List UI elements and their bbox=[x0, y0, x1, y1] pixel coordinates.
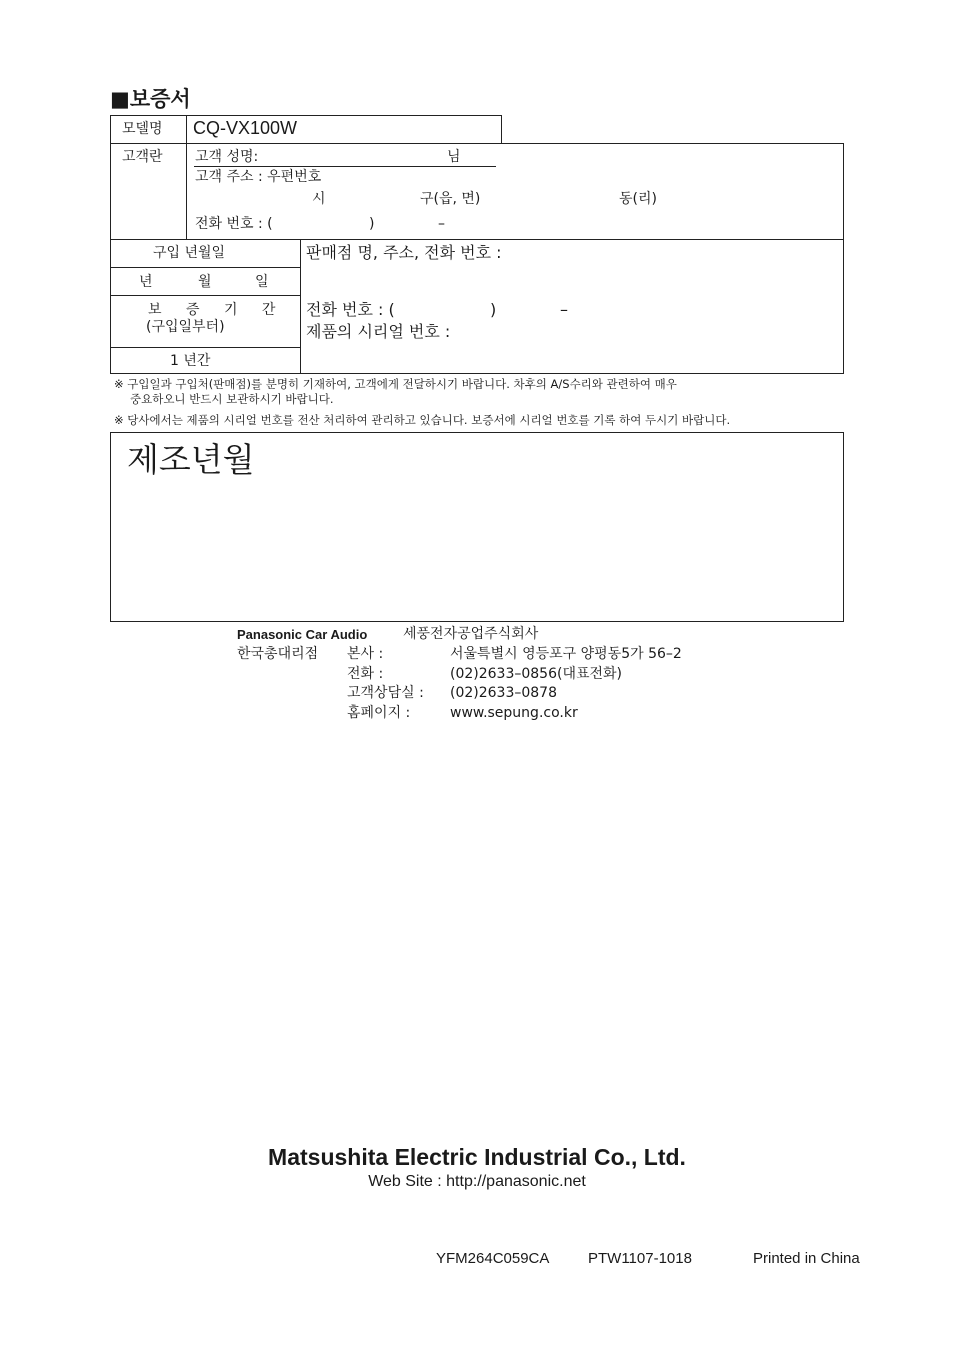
month-label: 월 bbox=[198, 274, 212, 290]
dealer-label: 판매점 명, 주소, 전화 번호 : bbox=[306, 243, 502, 262]
day-label: 일 bbox=[255, 274, 269, 290]
hq-label: 본사 : bbox=[347, 646, 384, 662]
address-dong: 동(리) bbox=[619, 191, 657, 207]
customer-phone-close: ) bbox=[369, 216, 375, 232]
distributor-role: 한국총대리점 bbox=[237, 646, 319, 662]
phone-label: 전화 : bbox=[347, 666, 384, 682]
model-label: 모델명 bbox=[122, 121, 163, 137]
serial-number-label: 제품의 시리얼 번호 : bbox=[306, 322, 451, 341]
address-si: 시 bbox=[312, 191, 326, 207]
note-1-line-2: 중요하오니 반드시 보관하시기 바랍니다. bbox=[130, 392, 334, 406]
dealer-phone-close: ) bbox=[490, 300, 497, 319]
footer-code-1: YFM264C059CA bbox=[436, 1250, 550, 1267]
distributor-brand: Panasonic Car Audio bbox=[237, 627, 368, 642]
warranty-period-value: 1 년간 bbox=[170, 353, 211, 369]
purchase-date-label: 구입 년월일 bbox=[153, 245, 226, 261]
distributor-company: 세풍전자공업주식회사 bbox=[403, 626, 539, 642]
customer-name-underline bbox=[194, 166, 496, 167]
dealer-phone-dash: – bbox=[560, 300, 568, 319]
note-1-line-1: ※ 구입일과 구입처(판매점)를 분명히 기재하여, 고객에게 전달하시기 바랍니다. 차후의 A/S수리와 관련하여 매우 bbox=[114, 377, 677, 391]
warranty-period-sub: (구입일부터) bbox=[146, 319, 225, 335]
support-label: 고객상담실 : bbox=[347, 685, 424, 701]
footer-website[interactable]: Web Site : http://panasonic.net bbox=[368, 1173, 586, 1190]
footer-code-2: PTW1107-1018 bbox=[588, 1250, 692, 1267]
model-value: CQ-VX100W bbox=[193, 118, 298, 138]
model-row bbox=[110, 115, 502, 144]
customer-address-field: 고객 주소 : 우편번호 bbox=[195, 169, 322, 185]
customer-name-field: 고객 성명: bbox=[195, 149, 259, 165]
note-2: ※ 당사에서는 제품의 시리얼 번호를 전산 처리하여 관리하고 있습니다. 보증서에 시리얼 번호를 기록 하여 두시기 바랍니다. bbox=[114, 413, 731, 427]
customer-phone-field: 전화 번호 : ( bbox=[195, 216, 273, 232]
customer-label: 고객란 bbox=[122, 149, 163, 165]
support-value: (02)2633–0878 bbox=[450, 685, 557, 701]
dealer-phone-field: 전화 번호 : ( bbox=[306, 300, 395, 319]
homepage-label: 홈페이지 : bbox=[347, 705, 411, 721]
hq-address: 서울특별시 영등포구 양평동5가 56–2 bbox=[450, 646, 682, 662]
customer-name-suffix: 님 bbox=[447, 149, 461, 165]
year-label: 년 bbox=[139, 274, 153, 290]
footer-company: Matsushita Electric Industrial Co., Ltd. bbox=[268, 1144, 686, 1170]
homepage-link[interactable]: www.sepung.co.kr bbox=[450, 705, 578, 721]
manufacture-date-label: 제조년월 bbox=[127, 440, 255, 479]
warranty-period-label: 보 증 기 간 bbox=[148, 302, 286, 318]
customer-phone-dash: – bbox=[438, 216, 445, 232]
address-gu: 구(읍, 면) bbox=[420, 191, 481, 207]
footer-printed: Printed in China bbox=[753, 1250, 860, 1267]
warranty-heading: ■보증서 bbox=[110, 87, 191, 111]
phone-value: (02)2633–0856(대표전화) bbox=[450, 666, 623, 682]
